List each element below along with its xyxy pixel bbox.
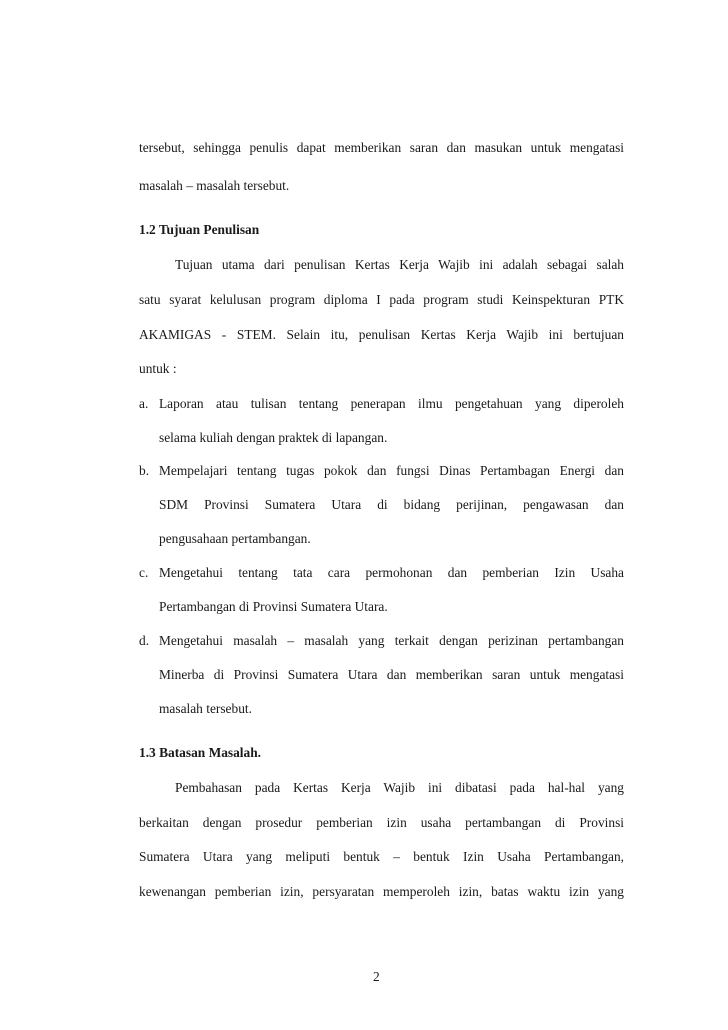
intro-line-2: masalah – masalah tersebut. — [139, 178, 290, 193]
list-item-d-line-3: masalah tersebut. — [159, 701, 252, 716]
tujuan-para-line-2: satu syarat kelulusan program diploma I pada program studi Keinspekturan PTK — [139, 292, 624, 307]
list-item-a-line-2: selama kuliah dengan praktek di lapangan. — [159, 430, 388, 445]
list-item-d-line-2: Minerba di Provinsi Sumatera Utara dan memberikan saran untuk mengatasi — [159, 667, 624, 682]
list-item-marker-b: b. — [139, 463, 150, 478]
list-item-b-line-1: Mempelajari tentang tugas pokok dan fungsi Dinas Pertambagan Energi dan — [159, 463, 624, 478]
list-item-marker-a: a. — [139, 396, 149, 411]
list-item-c-line-1: Mengetahui tentang tata cara permohonan dan pemberian Izin Usaha — [159, 565, 624, 580]
batasan-para-line-4: kewenangan pemberian izin, persyaratan memperoleh izin, batas waktu izin yang — [139, 884, 624, 899]
tujuan-para-line-1: Tujuan utama dari penulisan Kertas Kerja Wajib ini adalah sebagai salah — [175, 257, 624, 272]
list-item-a-line-1: Laporan atau tulisan tentang penerapan ilmu pengetahuan yang diperoleh — [159, 396, 624, 411]
batasan-para-line-2: berkaitan dengan prosedur pemberian izin usaha pertambangan di Provinsi — [139, 815, 624, 830]
list-item-marker-c: c. — [139, 565, 149, 580]
list-item-c-line-2: Pertambangan di Provinsi Sumatera Utara. — [159, 599, 388, 614]
list-item-marker-d: d. — [139, 633, 150, 648]
list-item-d-line-1: Mengetahui masalah – masalah yang terkait dengan perizinan pertambangan — [159, 633, 624, 648]
tujuan-para-line-4: untuk : — [139, 361, 177, 376]
section-heading-tujuan: 1.2 Tujuan Penulisan — [139, 222, 260, 237]
list-item-b-line-3: pengusahaan pertambangan. — [159, 531, 311, 546]
page-number: 2 — [373, 969, 380, 984]
intro-line-1: tersebut, sehingga penulis dapat memberikan saran dan masukan untuk mengatasi — [139, 140, 624, 155]
batasan-para-line-3: Sumatera Utara yang meliputi bentuk – bentuk Izin Usaha Pertambangan, — [139, 849, 624, 864]
list-item-b-line-2: SDM Provinsi Sumatera Utara di bidang perijinan, pengawasan dan — [159, 497, 624, 512]
section-heading-batasan: 1.3 Batasan Masalah. — [139, 745, 262, 760]
batasan-para-line-1: Pembahasan pada Kertas Kerja Wajib ini dibatasi pada hal-hal yang — [175, 780, 624, 795]
tujuan-para-line-3: AKAMIGAS - STEM. Selain itu, penulisan Kertas Kerja Wajib ini bertujuan — [139, 327, 624, 342]
